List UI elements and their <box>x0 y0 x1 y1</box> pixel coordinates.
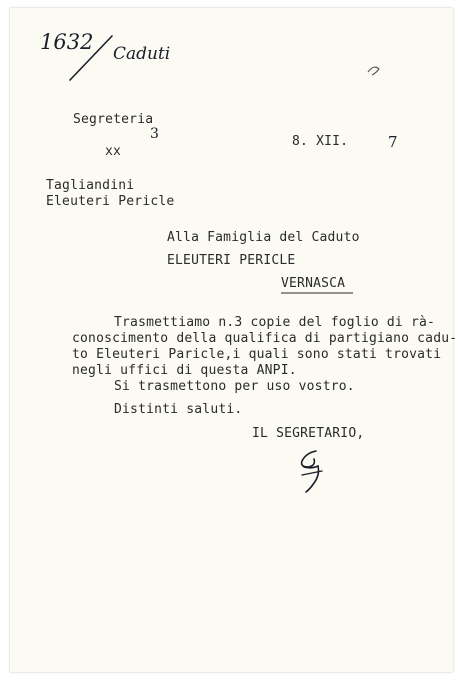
recipient-line-2: ELEUTERI PERICLE <box>167 253 296 268</box>
sender-line-2: Eleuteri Pericle <box>46 194 175 209</box>
recipient-underline <box>281 291 361 295</box>
office-mark: 3 <box>150 126 159 142</box>
archive-number: 1632 <box>40 30 94 54</box>
sender-line-1: Tagliandini <box>46 178 135 193</box>
signature-title: IL SEGRETARIO, <box>252 426 365 441</box>
body-line-1: Trasmettiamo n.3 copie del foglio di rà- <box>114 315 436 330</box>
handwritten-signature <box>290 445 340 495</box>
closing: Distinti saluti. <box>114 402 243 417</box>
recipient-line-1: Alla Famiglia del Caduto <box>167 230 360 245</box>
recipient-line-3: VERNASCA <box>281 276 346 291</box>
pencil-mark <box>366 60 386 80</box>
body-line-2: conoscimento della qualifica di partigiano cadu- <box>72 331 458 346</box>
body-line-5: Si trasmettono per uso vostro. <box>114 379 355 394</box>
body-line-4: negli uffici di questa ANPI. <box>72 363 297 378</box>
archive-category: Caduti <box>113 44 171 64</box>
date: 8. XII. <box>292 134 349 149</box>
body-line-3: to Eleuteri Paricle,i quali sono stati trovati <box>72 347 442 362</box>
office-label: Segreteria <box>73 112 154 127</box>
date-year: 7 <box>388 133 398 151</box>
reference-code: xx <box>105 144 122 159</box>
letter-page <box>10 8 458 672</box>
